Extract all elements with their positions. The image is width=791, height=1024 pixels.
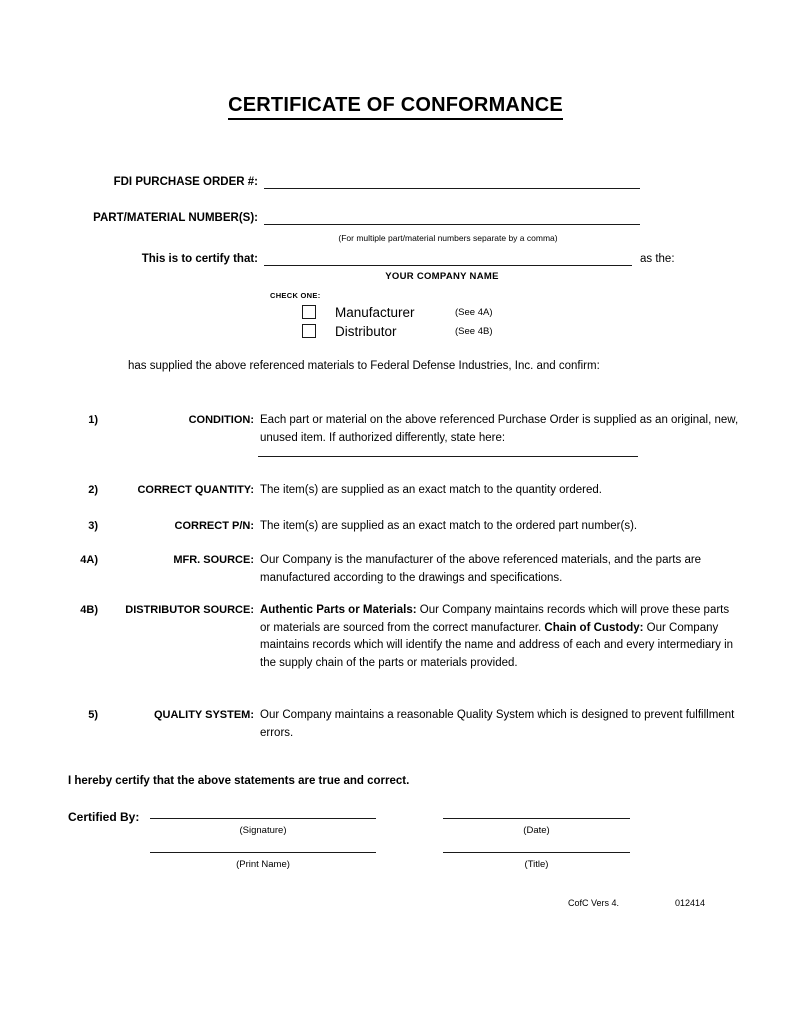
item-distributor-source [60,602,740,672]
part-material-label: PART/MATERIAL NUMBER(S): [93,212,258,224]
footer-version: CofC Vers 4. [568,898,620,908]
item-condition [60,412,740,447]
company-name-input[interactable] [264,252,632,266]
item-number: 5) [88,709,98,721]
title-caption: (Title) [524,859,549,870]
checkbox-distributor[interactable] [302,324,316,338]
item-quality-system [60,707,740,742]
item-correct-quantity [60,482,740,500]
item-term: CORRECT P/N: [174,520,254,532]
checkbox-row-distributor[interactable] [302,322,493,340]
purchase-order-row [60,175,640,189]
item-number: 1) [88,414,98,426]
checkbox-reference-distributor: (See 4B) [455,325,493,337]
date-input[interactable] [443,818,630,819]
certified-by-label: Certified By: [68,810,140,824]
signature-input[interactable] [150,818,376,819]
item-number: 2) [88,484,98,496]
item-body: Our Company is the manufacturer of the above referenced materials, and the parts are manufactured according to the drawings and specifications. [260,554,702,584]
item-number: 4A) [80,554,98,566]
footer-code: 012414 [675,898,706,908]
page-title [0,94,791,117]
checkbox-label-manufacturer: Manufacturer [335,304,415,320]
item-number: 4B) [80,604,98,616]
check-one-label: CHECK ONE: [270,291,321,300]
checkbox-manufacturer[interactable] [302,305,316,319]
certify-row [60,252,700,266]
signature-caption: (Signature) [239,825,287,836]
part-material-caption: (For multiple part/material numbers separate by a comma) [338,233,558,243]
part-material-input[interactable] [264,211,640,225]
item-body-text-custody: Our Company maintains records which will identify the name and address of each and every intermediary in the supply chain of the parts or materials provided. [260,621,734,669]
date-caption: (Date) [523,825,550,836]
supplied-statement: has supplied the above referenced materials to Federal Defense Industries, Inc. and confirm: [128,360,600,372]
checkbox-reference-manufacturer: (See 4A) [455,306,493,318]
condition-blank-input[interactable] [258,456,638,457]
company-name-caption: YOUR COMPANY NAME [385,271,499,282]
certification-statement: I hereby certify that the above statements are true and correct. [68,775,410,787]
item-number: 3) [88,520,98,532]
item-body-lead-authentic: Authentic Parts or Materials: [260,604,417,616]
item-body-text-authentic: Our Company maintains records which will prove these parts or materials are sourced from the correct manufacturer. [260,604,730,634]
item-body-lead-custody: Chain of Custody: [544,621,644,634]
item-body: The item(s) are supplied as an exact match to the quantity ordered. [260,484,602,496]
purchase-order-label: FDI PURCHASE ORDER #: [113,176,258,188]
title-input[interactable] [443,852,630,853]
checkbox-label-distributor: Distributor [335,323,397,339]
item-mfr-source [60,552,740,587]
item-correct-pn [60,518,740,536]
item-term: CORRECT QUANTITY: [137,484,254,496]
item-term: DISTRIBUTOR SOURCE: [125,604,254,616]
print-name-caption: (Print Name) [236,859,290,870]
item-term: CONDITION: [188,414,254,426]
checkbox-row-manufacturer[interactable] [302,303,493,321]
item-body [260,602,740,672]
page-title-text: CERTIFICATE OF CONFORMANCE [228,94,563,120]
item-term: QUALITY SYSTEM: [153,709,254,721]
item-body: The item(s) are supplied as an exact match to the ordered part number(s). [260,520,638,532]
as-the-label: as the: [640,253,675,265]
item-term: MFR. SOURCE: [173,554,254,566]
part-material-row [60,211,640,225]
print-name-input[interactable] [150,852,376,853]
item-body: Our Company maintains a reasonable Quality System which is designed to prevent fulfillment errors. [260,709,735,739]
item-body: Each part or material on the above referenced Purchase Order is supplied as an original, new, unused item. If authorized differently, state here: [260,414,739,444]
purchase-order-input[interactable] [264,175,640,189]
certify-label: This is to certify that: [141,253,258,265]
